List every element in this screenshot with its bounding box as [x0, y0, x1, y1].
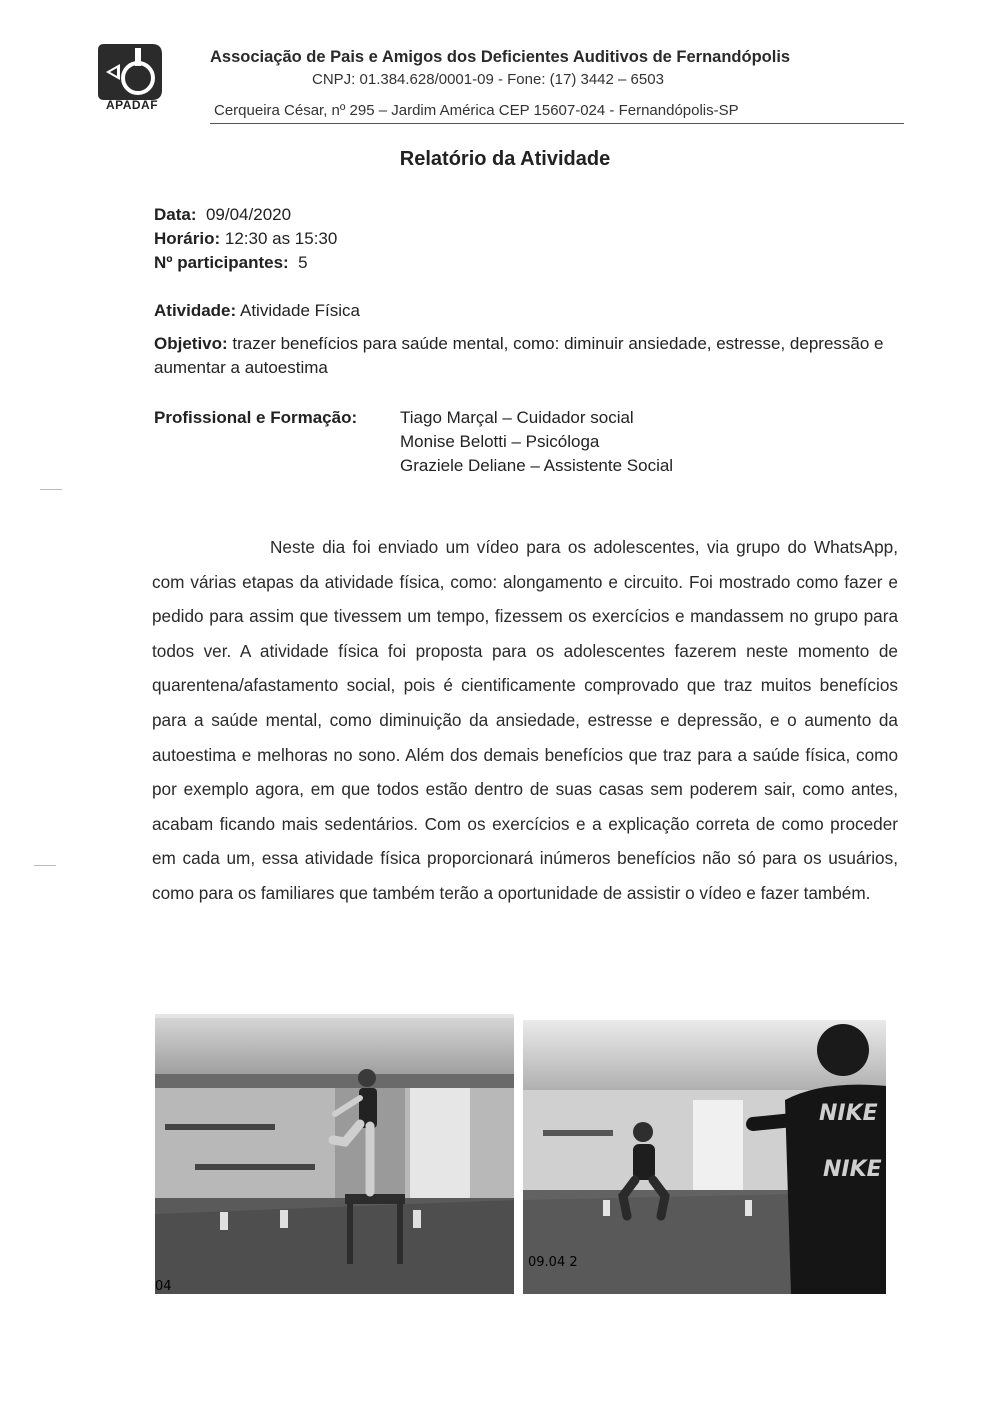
header-divider: [210, 123, 904, 124]
participants-label: Nº participantes:: [154, 253, 289, 272]
time-line: [154, 227, 337, 251]
shirt-text-2: NIKE: [823, 1157, 882, 1182]
activity-photo-2: [523, 1020, 886, 1294]
scan-mark: [34, 865, 56, 866]
date-value: 09/04/2020: [205, 205, 292, 224]
body-paragraph: Neste dia foi enviado um vídeo para os adolescentes, via grupo do WhatsApp, com várias etapas da atividade física, como: alongamento e circuito. Foi mostrado como fazer e pedido para assim que tivessem um tempo, fizessem os exercícios e mandassem no grupo para todos ver. A atividade física foi proposta para os adolescentes fazerem neste momento de quarentena/afastamento social, pois é cientificamente comprovado que traz muitos benefícios para a saúde mental, como diminuição da ansiedade, estresse e depressão, e o aumento da autoestima e melhoras no sono. Além dos demais benefícios que traz para a saúde física, como por exemplo agora, em que todos estão dentro de suas casas sem poderem sair, como antes, acabam ficando mais sedentários. Com os exercícios e a explicação correta de como proceder em cada um, essa atividade física proporcionará inúmeros benefícios não só para os usuários, como para os familiares que também terão a oportunidade de assistir o vídeo e fazer também.: [152, 537, 898, 903]
report-body: [152, 530, 898, 911]
professional-item: Monise Belotti – Psicóloga: [400, 432, 600, 451]
activity-value: Atividade Física: [239, 301, 360, 320]
professional-item: Graziele Deliane – Assistente Social: [400, 456, 674, 475]
objective-line: [154, 332, 902, 380]
objective-label: Objetivo:: [154, 334, 228, 353]
address: Cerqueira César, nº 295 – Jardim América CEP 15607-024 - Fernandópolis-SP: [214, 102, 739, 119]
photo-1-timestamp: 04: [155, 1279, 172, 1294]
objective-value: trazer benefícios para saúde mental, como: diminuir ansiedade, estresse, depressão e aumentar a autoestima: [154, 334, 884, 377]
time-label: Horário:: [154, 229, 221, 248]
date-line: [154, 203, 291, 227]
photo-2-timestamp: 09.04 2: [528, 1255, 578, 1270]
cnpj-phone: CNPJ: 01.384.628/0001-09 - Fone: (17) 3442 – 6503: [312, 71, 664, 88]
professional-label: Profissional e Formação:: [154, 408, 358, 427]
document-title: Relatório da Atividade: [399, 148, 611, 170]
participants-line: [154, 251, 308, 275]
time-value: 12:30 as 15:30: [224, 229, 338, 248]
professionals-list: [400, 406, 673, 478]
activity-line: [154, 299, 360, 323]
participants-value: 5: [298, 253, 308, 272]
activity-label: Atividade:: [154, 301, 237, 320]
org-name: Associação de Pais e Amigos dos Deficientes Auditivos de Fernandópolis: [210, 48, 791, 66]
scan-mark: [40, 489, 62, 490]
professional-label-line: [154, 406, 357, 430]
logo-text: APADAF: [105, 98, 159, 112]
activity-photo-1: [155, 1014, 514, 1294]
shirt-text-1: NIKE: [819, 1101, 878, 1126]
professional-item: Tiago Marçal – Cuidador social: [400, 408, 634, 427]
date-label: Data:: [154, 205, 197, 224]
